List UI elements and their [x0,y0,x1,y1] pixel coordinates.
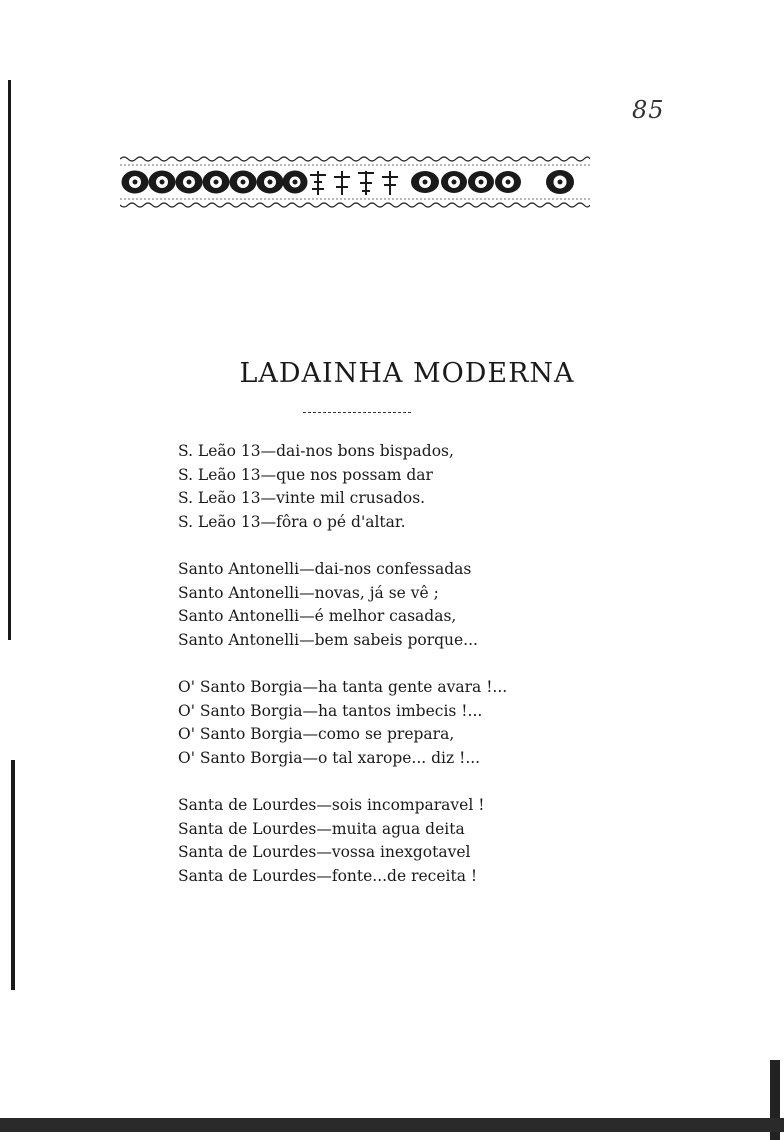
binding-edge-mark-lower [11,760,15,990]
poem-line: O' Santo Borgia—ha tanta gente avara !... [178,678,508,696]
decorative-ornament-band [120,145,590,220]
poem-line: Santo Antonelli—é melhor casadas, [178,607,457,625]
poem-line: S. Leão 13—dai-nos bons bispados, [178,442,454,460]
stanza [178,676,507,770]
page-bottom-edge [0,1118,784,1132]
poem-line: O' Santo Borgia—como se prepara, [178,725,455,743]
poem-line: Santa de Lourdes—fonte...de receita ! [178,866,478,885]
poem-line: Santo Antonelli—dai-nos confessadas [178,560,472,578]
poem-line: S. Leão 13—que nos possam dar [178,465,433,484]
poem-line: S. Leão 13—fôra o pé d'altar. [178,512,406,531]
poem-line: Santa de Lourdes—sois incomparavel ! [178,796,485,814]
title-divider [303,412,411,413]
stanza [178,558,507,652]
poem-line: S. Leão 13—vinte mil crusados. [178,489,426,507]
stanza [178,794,507,888]
poem-line: Santa de Lourdes—muita agua deita [178,819,465,838]
poem-line: O' Santo Borgia—o tal xarope... diz !... [178,748,481,767]
poem-body [178,440,507,912]
poem-line: Santo Antonelli—bem sabeis porque... [178,630,478,649]
poem-line: Santa de Lourdes—vossa inexgotavel [178,843,471,861]
poem-title: LADAINHA MODERNA [239,358,575,389]
page-number: 85 [632,96,665,124]
stanza [178,440,507,534]
poem-line: Santo Antonelli—novas, já se vê ; [178,583,439,602]
poem-line: O' Santo Borgia—ha tantos imbecis !... [178,701,483,720]
